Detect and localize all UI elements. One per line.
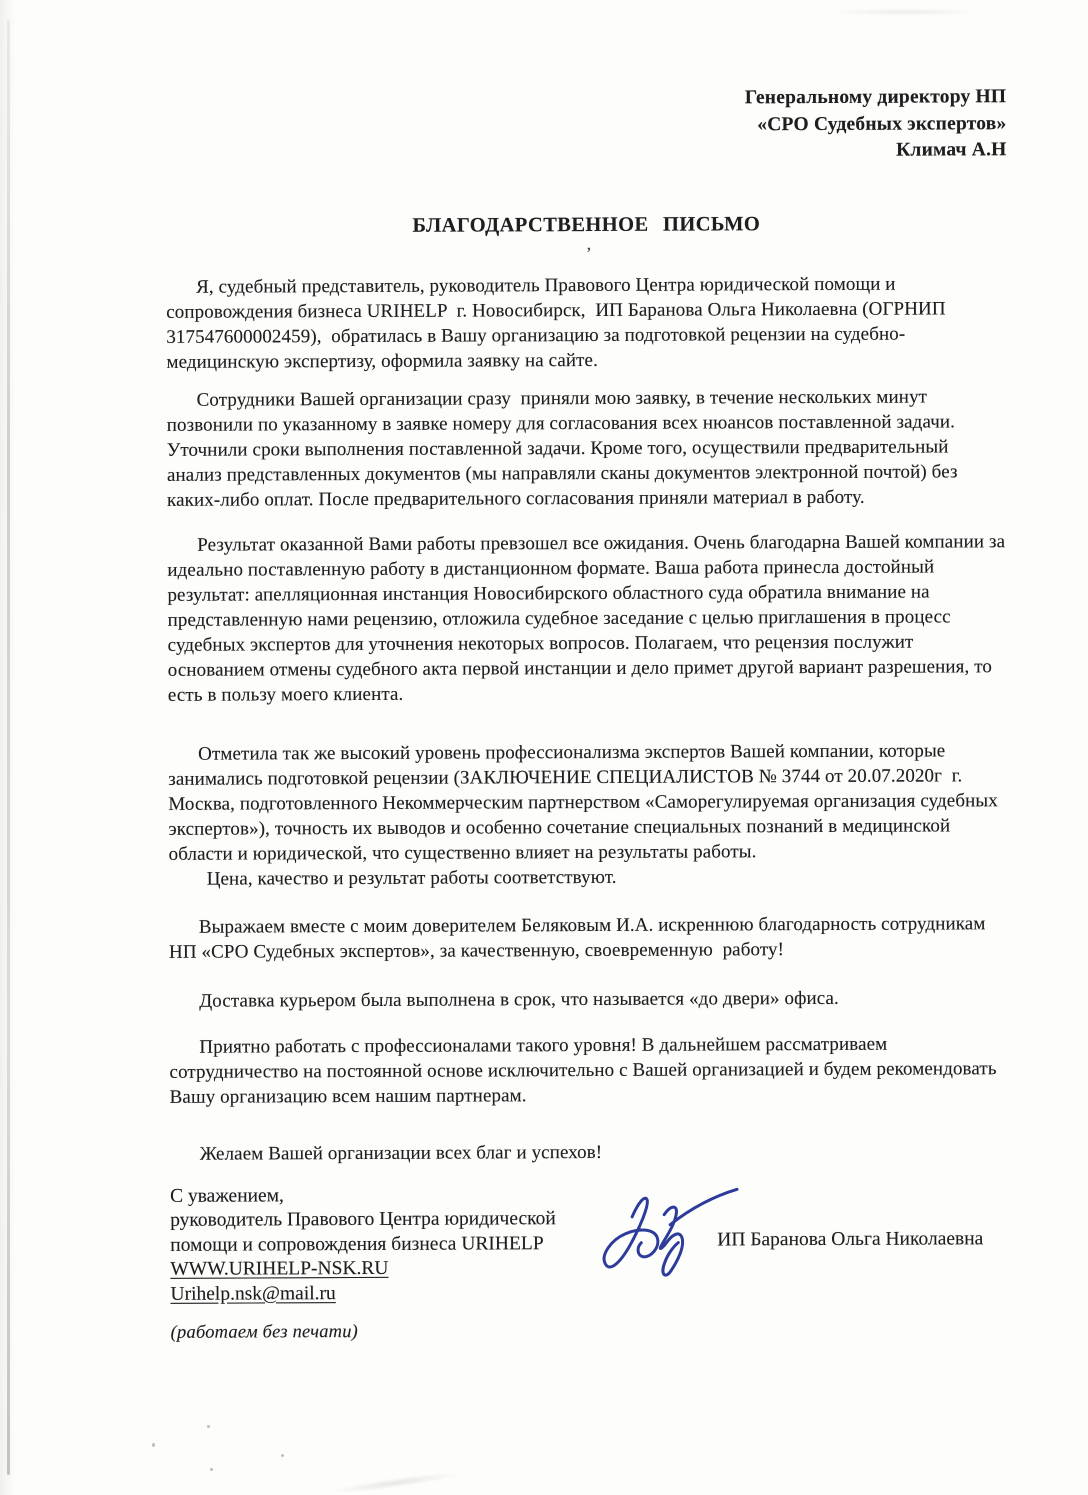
paragraph-price-quality: Цена, качество и результат работы соответствуют. [206,866,617,890]
recipient-line: Климач А.Н [896,139,1007,161]
paragraph-delivery: Доставка курьером была выполнена в срок, что называется «до двери» офиса. [199,987,839,1012]
paragraph-result: Результат оказанной Вами работы превзошел все ожидания. Очень благодарна Вашей компании за идеально поставленную работу в дистанционном формате. Ваша работа принесла достойный результат: апелляционная инстанция Новосибирского областного суда обратила внимание на представленную нами рецензию, отложила судебное заседание с целью приглашения в процесс судебных экспертов для уточнения некоторых вопросов. Полагаем, что рецензия послужит основанием отмены судебного акта первой инстанции и дело примет другой вариант разрешения, то есть в пользу моего клиента. [167,530,1011,706]
scan-speck [207,1425,210,1428]
closing-line: руководитель Правового Центра юридической [170,1208,556,1231]
paragraph-introduction: Я, судебный представитель, руководитель Правового Центра юридической помощи и сопровождения бизнеса URIHELP г. Новосибирск, ИП Баранова Ольга Николаевна (ОГРНИП 317547600002459), обратилась в Вашу организацию за подготовкой рецензии на судебно-медицинскую экспертизу, оформила заявку на сайте. [166,273,951,373]
scan-smudge-bottom [330,1469,460,1495]
scan-speck [281,1454,284,1457]
recipient-line: Генеральному директору НП [744,86,1007,109]
signature-block [170,1181,1012,1307]
closing-line: помощи и сопровождения бизнеса URIHELP [170,1232,544,1256]
closing-line: С уважением, [170,1184,284,1207]
letter-title: БЛАГОДАРСТВЕННОЕ ПИСЬМО [412,212,761,237]
scan-edge-line-artifact [7,20,10,1475]
scan-speck [210,1468,213,1471]
paragraph-future-cooperation: Приятно работать с профессионалами такого уровня! В дальнейшем рассматриваем сотрудничество на постоянной основе исключительно с Вашей организацией и будем рекомендовать Вашу организацию всем нашим партнерам. [169,1033,1002,1108]
email-text: Urihelp.nsk@mail.ru [170,1282,336,1305]
recipient-block [165,84,1006,167]
letter-body [165,84,1012,1362]
stray-ink-mark: ’ [585,243,592,264]
paragraph-gratitude: Выражаем вместе с моим доверителем Беляковым И.А. искреннюю благодарность сотрудникам НП «СРО Судебных экспертов», за качественную, своевременную работу! [168,912,991,963]
recipient-line: «СРО Судебных экспертов» [757,112,1007,135]
scan-speck [152,1443,155,1447]
paragraph-professionalism: Отметила так же высокий уровень профессионализма экспертов Вашей компании, которые занимались подготовкой рецензии (ЗАКЛЮЧЕНИЕ СПЕЦИАЛИСТОВ № 3744 от 20.07.2020г г. Москва, подготовленного Некоммерческим партнерством «Саморегулируемая организация судебных экспертов»), точность их выводов и особенно сочетание специальных познаний в медицинской области и юридической, что существенно влияет на результаты работы. [168,739,1003,865]
website-text: WWW.URIHELP-NSK.RU [170,1257,389,1280]
principal-name: ИП Баранова Ольга Николаевна [717,1227,984,1250]
no-stamp-note: (работаем без печати) [170,1322,359,1343]
scan-smudge-top [830,8,980,16]
paragraph-wishes: Желаем Вашей организации всех благ и успехов! [199,1141,603,1165]
paragraph-request-handling: Сотрудники Вашей организации сразу приняли мою заявку, в течение нескольких минут позвонили по указанному в заявке номеру для согласования всех нюансов поставленной задачи. Уточнили сроки выполнения поставленной задачи. Кроме того, осуществили предварительный анализ представленных документов (мы направляли сканы документов электронной почтой) без каких-либо оплат. После предварительного согласования приняли материал в работу. [166,385,963,511]
